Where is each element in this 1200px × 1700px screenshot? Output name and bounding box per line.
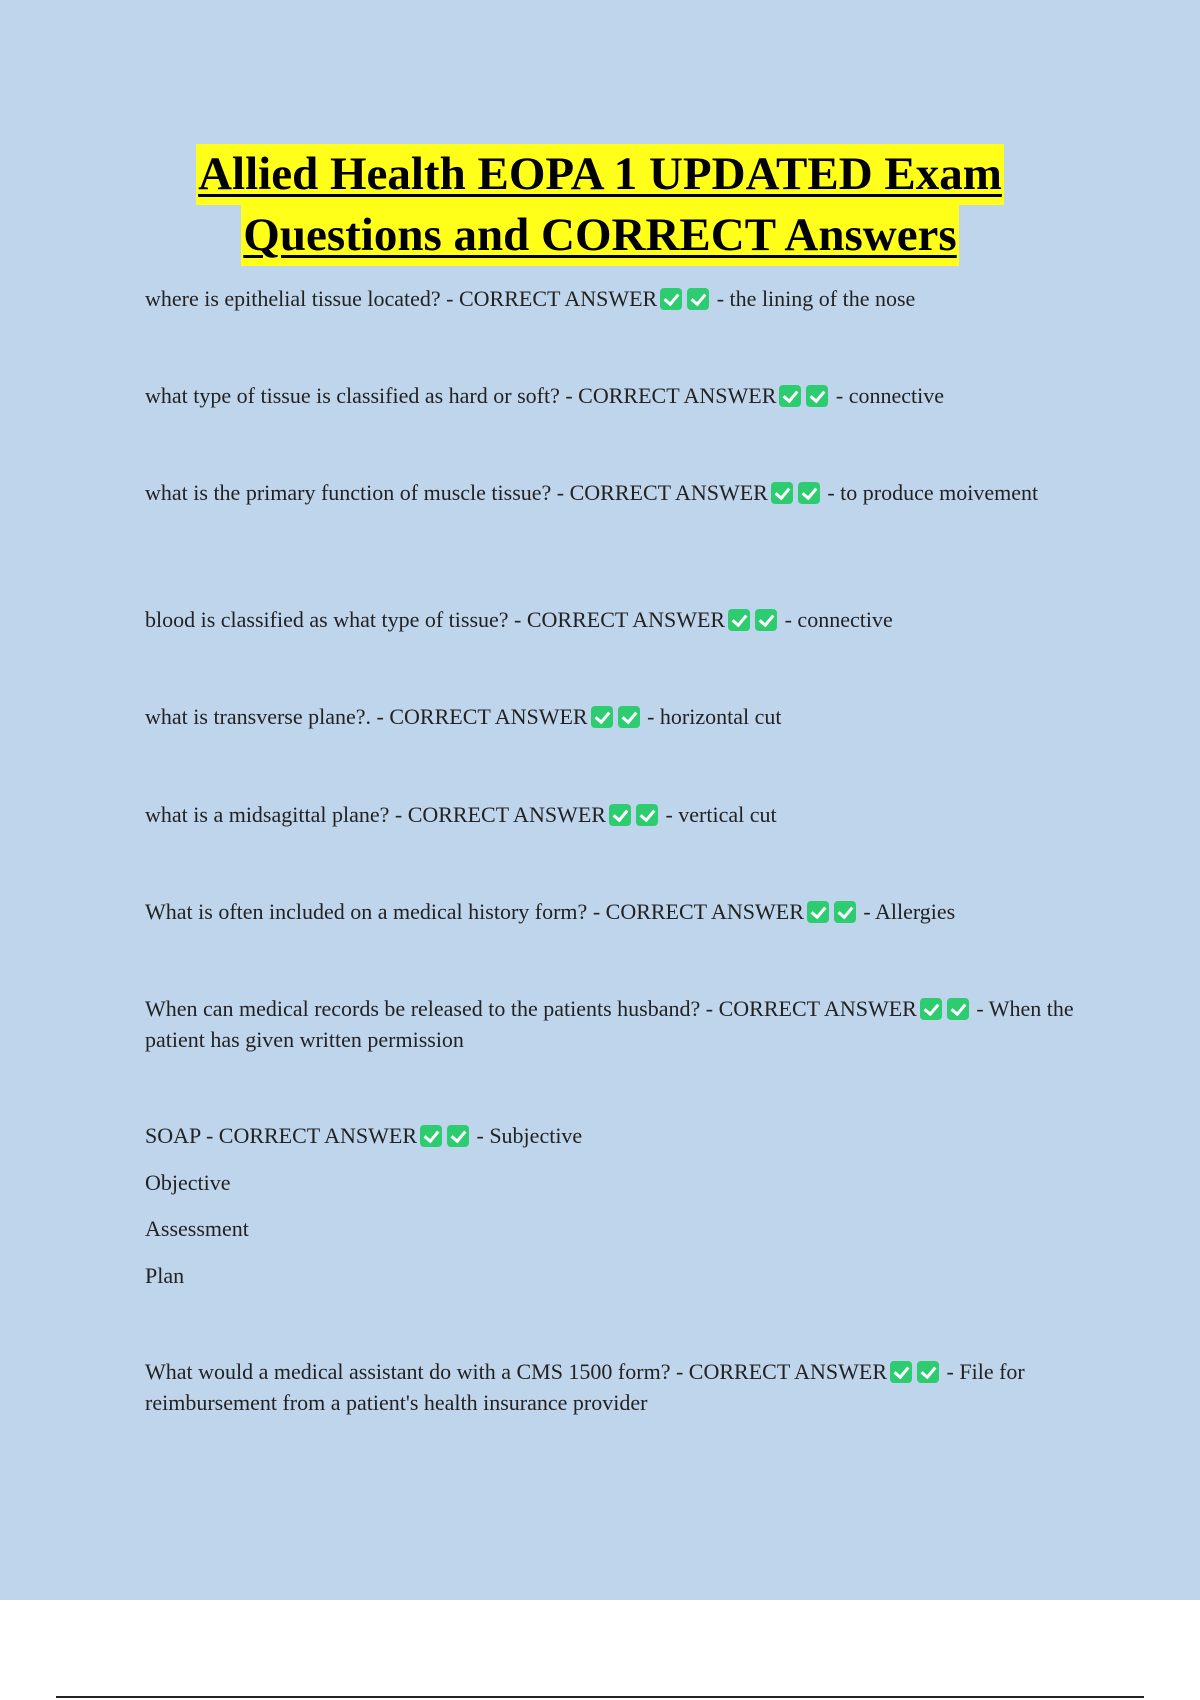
question-text: blood is classified as what type of tissue? <box>145 607 509 632</box>
check-box-icon <box>660 288 682 310</box>
answer-continuation: Assessment <box>145 1216 249 1241</box>
qa-item <box>145 993 1085 1055</box>
question-text: what is a midsagittal plane? <box>145 802 390 827</box>
check-box-icon <box>420 1125 442 1147</box>
qa-item <box>145 1120 1085 1151</box>
answer-text: - Subjective <box>476 1123 583 1148</box>
check-box-icon <box>807 901 829 923</box>
answer-marker: - CORRECT ANSWER <box>514 607 726 632</box>
check-box-icon <box>447 1125 469 1147</box>
check-box-icon <box>687 288 709 310</box>
check-box-icon <box>618 706 640 728</box>
answer-marker: - CORRECT ANSWER <box>705 996 917 1021</box>
check-box-icon <box>609 804 631 826</box>
check-box-icon <box>917 1361 939 1383</box>
answer-marker: - CORRECT ANSWER <box>592 899 804 924</box>
question-text: what is transverse plane?. <box>145 704 372 729</box>
title-line-1: Allied Health EOPA 1 UPDATED Exam <box>196 144 1004 205</box>
qa-item <box>145 380 1085 411</box>
check-box-icon <box>771 482 793 504</box>
qa-item <box>145 1356 1085 1418</box>
check-box-icon <box>947 998 969 1020</box>
question-text: what is the primary function of muscle tissue? <box>145 480 552 505</box>
answer-marker: - CORRECT ANSWER <box>675 1359 888 1384</box>
qa-item <box>145 896 1085 927</box>
qa-item <box>145 283 1085 314</box>
question-text: When can medical records be released to the patients husband? <box>145 996 701 1021</box>
question-text: SOAP <box>145 1123 201 1148</box>
question-text: what type of tissue is classified as hard or soft? <box>145 383 560 408</box>
question-text: where is epithelial tissue located? <box>145 286 441 311</box>
answer-continuation: Objective <box>145 1170 231 1195</box>
answer-marker: - CORRECT ANSWER <box>376 704 588 729</box>
check-box-icon <box>834 901 856 923</box>
answer-continuation: Plan <box>145 1263 185 1288</box>
answer-text: - connective <box>835 383 945 408</box>
answer-text: - Allergies <box>863 899 956 924</box>
check-box-icon <box>755 609 777 631</box>
qa-item <box>145 604 1085 635</box>
check-box-icon <box>920 998 942 1020</box>
footer-divider <box>56 1696 1144 1698</box>
check-box-icon <box>591 706 613 728</box>
document-title <box>0 144 1200 266</box>
answer-text: - connective <box>784 607 893 632</box>
question-text: What is often included on a medical history form? <box>145 899 588 924</box>
answer-marker: - CORRECT ANSWER <box>556 480 768 505</box>
check-box-icon <box>806 385 828 407</box>
check-box-icon <box>728 609 750 631</box>
check-box-icon <box>798 482 820 504</box>
answer-text: - the lining of the nose <box>716 286 916 311</box>
answer-marker: - CORRECT ANSWER <box>446 286 658 311</box>
answer-text: - vertical cut <box>665 802 777 827</box>
check-box-icon <box>636 804 658 826</box>
answer-text: - When the patient has given written permission <box>145 996 1074 1052</box>
qa-item <box>145 477 1085 508</box>
qa-item <box>145 701 1085 732</box>
answer-text: - horizontal cut <box>647 704 782 729</box>
answer-marker: - CORRECT ANSWER <box>394 802 606 827</box>
question-text: What would a medical assistant do with a CMS 1500 form? <box>145 1359 671 1384</box>
answer-marker: - CORRECT ANSWER <box>565 383 777 408</box>
title-line-2: Questions and CORRECT Answers <box>241 205 958 266</box>
answer-text: - File for reimbursement from a patient's health insurance provider <box>145 1359 1025 1415</box>
qa-item <box>145 799 1085 830</box>
check-box-icon <box>890 1361 912 1383</box>
answer-marker: - CORRECT ANSWER <box>205 1123 417 1148</box>
check-box-icon <box>779 385 801 407</box>
answer-text: - to produce moivement <box>827 480 1039 505</box>
